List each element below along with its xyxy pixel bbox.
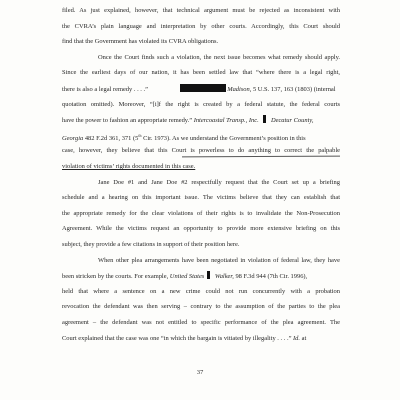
- text-span: Court explained that the case was one “in which the bargain is vitiated by illegality . . . .”: [62, 334, 294, 342]
- text-line: the appropriate remedy for the clear violations of their rights is to invalidate the Non-Prosecution: [62, 209, 340, 217]
- text-line: [62, 334, 340, 345]
- text-line-handwritten-underline: violation of victims’ rights documented in this case.: [62, 163, 196, 170]
- text-line: held that where a sentence on a new crime could not run concurrently with a probation: [62, 287, 340, 295]
- redaction-block: [263, 115, 266, 123]
- text-span: 5 U.S. 137, 163 (1803) (internal: [251, 86, 336, 93]
- handwritten-underline: [182, 155, 340, 157]
- text-line-handwritten-underline: case, however, they believe that this Court is powerless to do anything to correct the palpable: [62, 147, 340, 155]
- page-number: 37: [196, 369, 204, 376]
- text-line: quotation omitted). Moreover, “[i]f the right is created by a federal statute, the federal courts: [62, 100, 340, 108]
- paragraph-first-line: When other plea arrangements have been negotiated in violation of federal law, they have: [98, 256, 340, 264]
- text-span: have the power to fashion an appropriate remedy.”: [62, 117, 194, 125]
- redaction-block: [207, 271, 210, 279]
- case-name-italic: United States: [169, 273, 205, 281]
- text-line: Agreement. While the victims request an opportunity to provide more extensive briefing on this: [62, 225, 340, 233]
- text-span: 98 F.3d 944 (7th Cir. 1996),: [233, 273, 308, 281]
- case-name-italic: Walker,: [213, 273, 234, 281]
- citation-italic: Id.: [293, 334, 301, 342]
- text-line-with-redaction: [62, 84, 340, 96]
- text-line: subject, they provide a few citations in support of their position here.: [62, 241, 240, 248]
- text-line: [62, 131, 340, 145]
- text-span: there is also a legal remedy . . . .”: [62, 86, 148, 93]
- text-line: find that the Government has violated its CVRA obligations.: [62, 38, 219, 46]
- text-span: 482 F.2d 361, 371 (5th Cir. 1973). As we understand the Government’s position in this: [83, 132, 306, 142]
- paragraph-first-line: Jane Doe #1 and Jane Doe #2 respectfully request that the Court set up a briefing: [98, 178, 340, 186]
- text-span: been stricken by the courts. For example,: [62, 273, 170, 281]
- text-line: Since the earliest days of our nation, it has been settled law that “where there is a legal right,: [62, 69, 340, 77]
- redaction-block: [180, 84, 226, 92]
- text-line: filed. As just explained, however, that technical argument must be rejected as inconsistent with: [62, 7, 340, 14]
- paragraph-first-line: Once the Court finds such a violation, the next issue becomes what remedy should apply.: [98, 53, 340, 61]
- text-line: revocation the defendant was then serving – contrary to the assumption of the parties to the plea: [62, 303, 340, 311]
- text-span: at: [300, 334, 307, 342]
- text-line: schedule and a hearing on this important issue. The victims believe that they can establish that: [62, 194, 340, 202]
- text-line: the CVRA’s plain language and interpretation by other courts. Accordingly, this Court should: [62, 22, 340, 30]
- text-line: [62, 271, 340, 283]
- text-line-with-redaction: [62, 115, 340, 127]
- case-name-italic: Intercoastal Transp., Inc.: [193, 117, 259, 125]
- case-name-italic: Georgia: [62, 134, 84, 142]
- text-line: agreement – the defendant was not entitled to specific performance of the plea agreement. The: [62, 319, 340, 326]
- case-name-italic: Madison,: [225, 86, 252, 93]
- case-name-italic: Decatur County,: [269, 117, 314, 125]
